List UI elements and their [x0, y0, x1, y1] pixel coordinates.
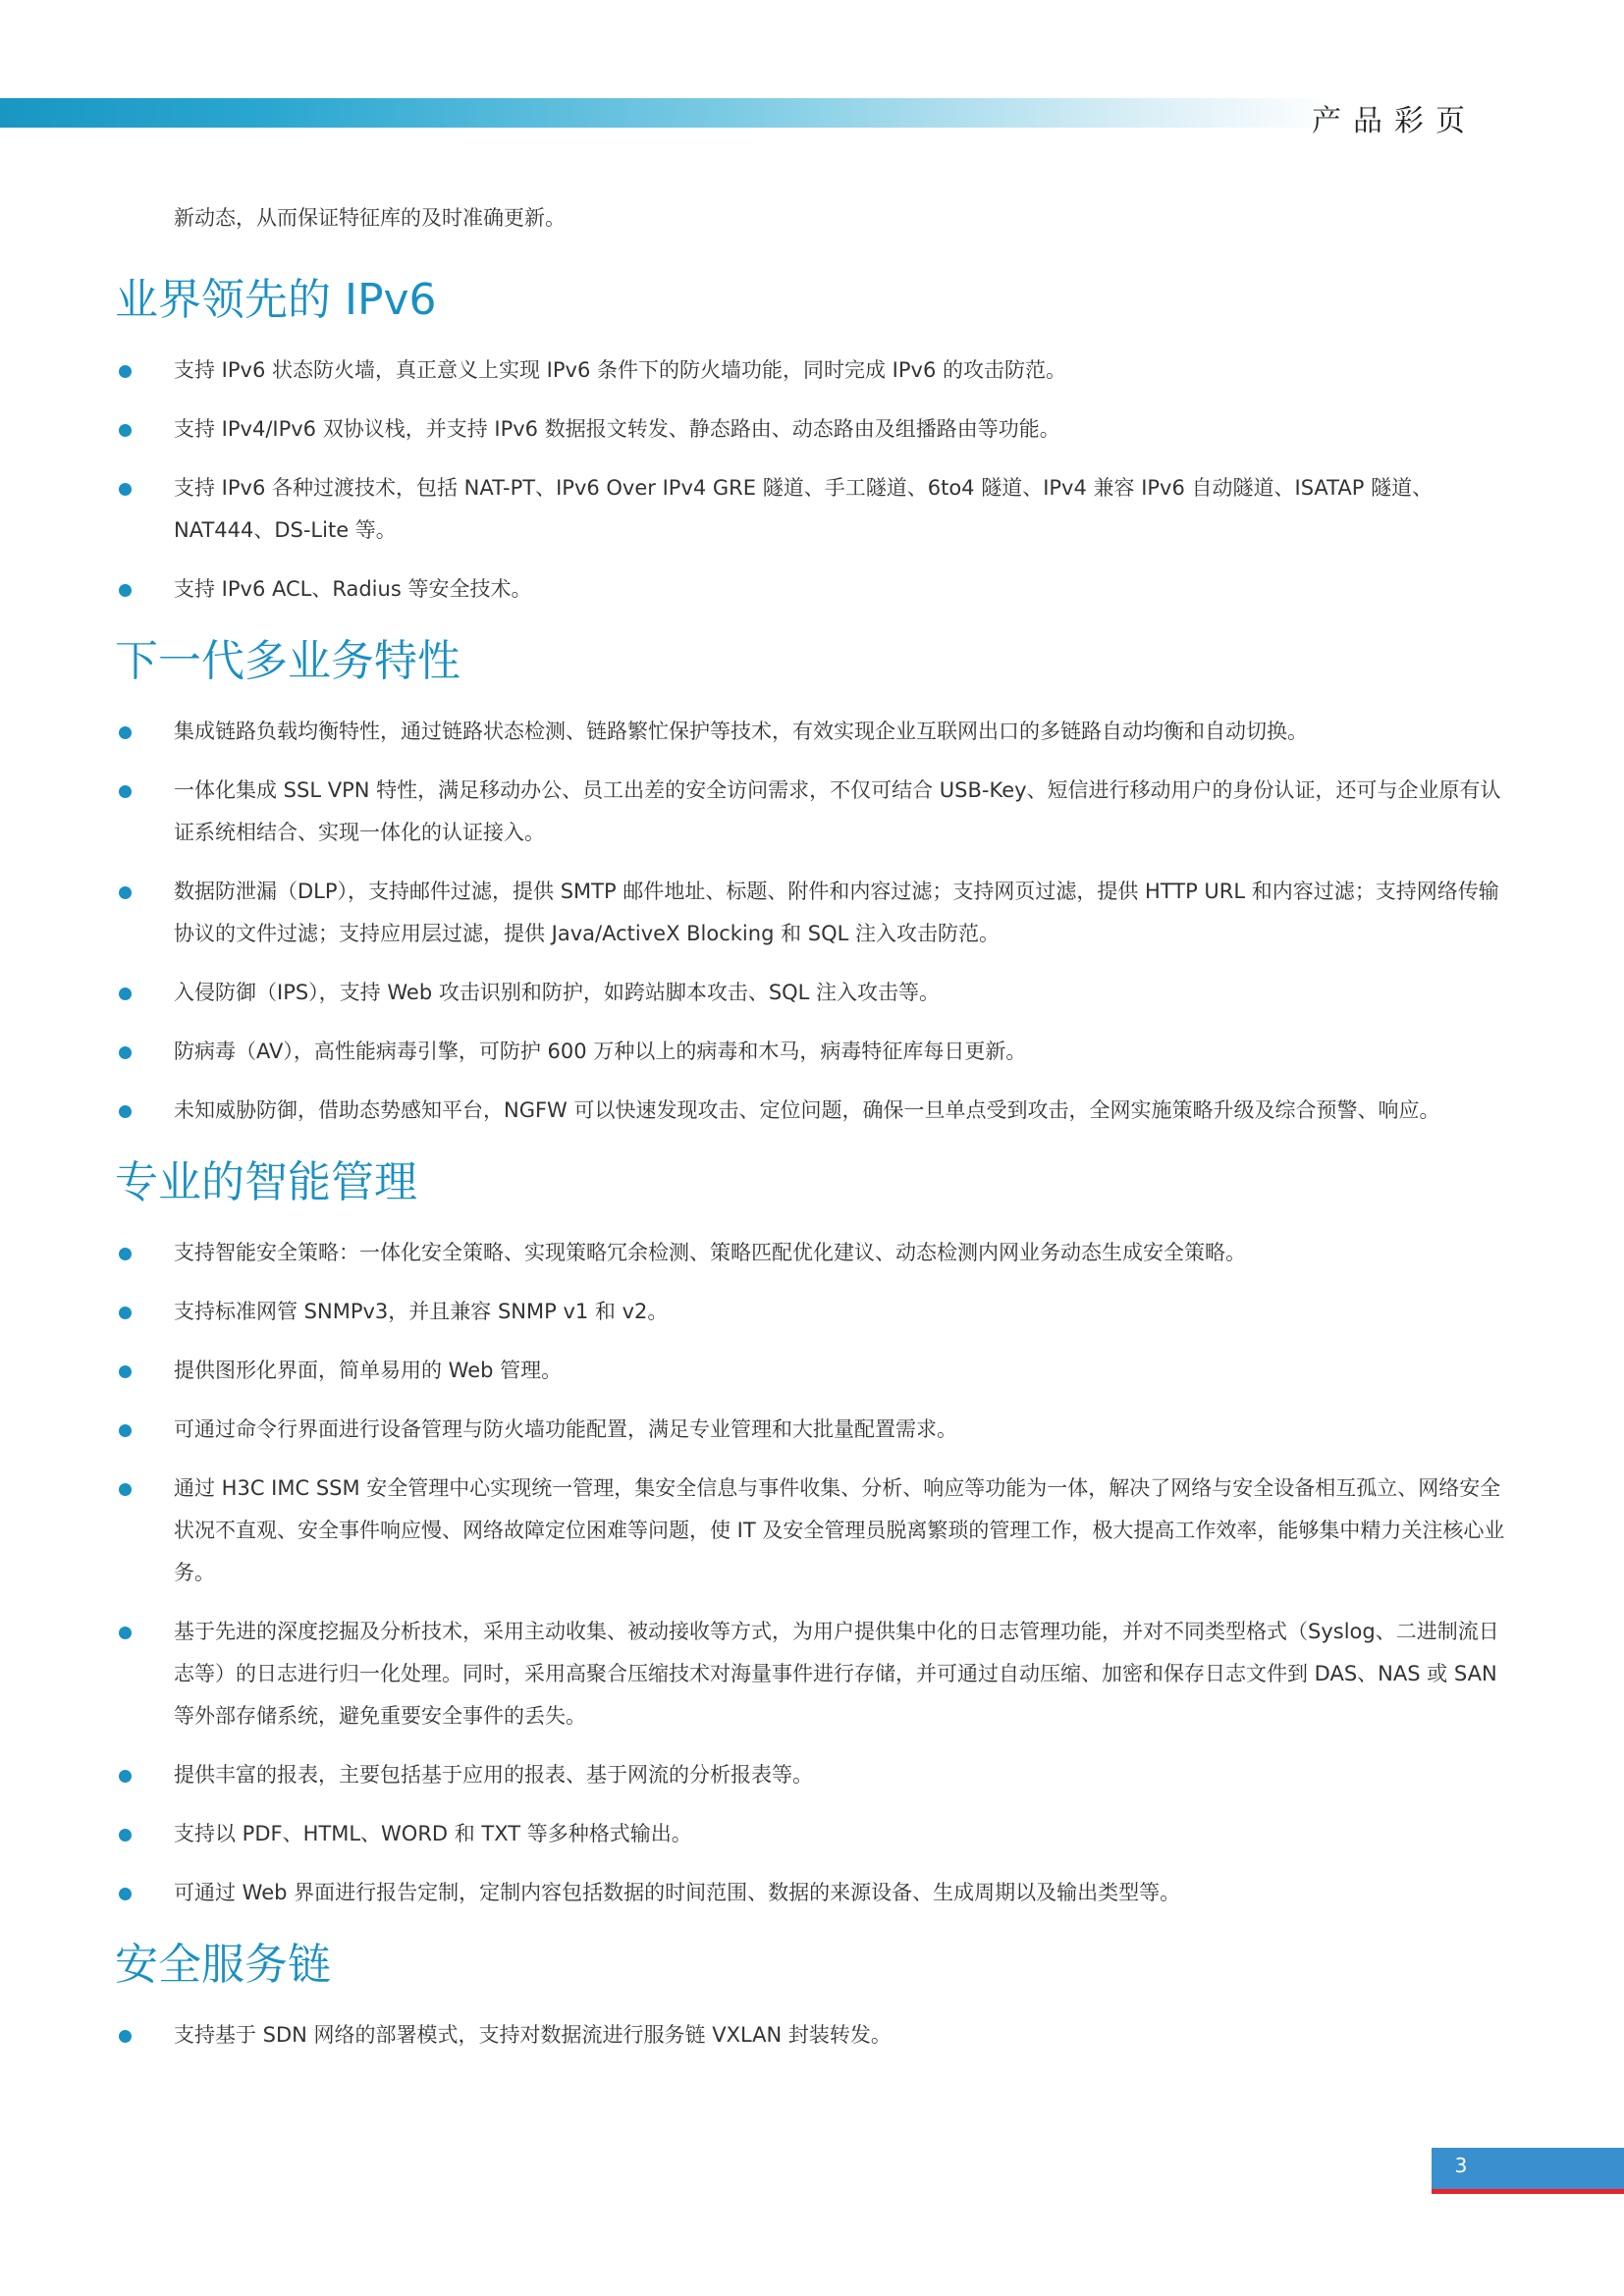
bullet-icon [119, 1046, 132, 1059]
bullet-icon [119, 483, 132, 496]
bullet-icon [119, 988, 132, 1000]
list-item [115, 1090, 1509, 1132]
list-item-text: 支持以 PDF、HTML、WORD 和 TXT 等多种格式输出。 [174, 1822, 692, 1845]
list-item-text: 防病毒（AV），高性能病毒引擎，可防护 600 万种以上的病毒和木马，病毒特征库每日更新。 [174, 1040, 1027, 1063]
section-title-multiservice: 下一代多业务特性 [115, 636, 460, 686]
list-item [115, 1468, 1509, 1594]
list-item-text: 提供丰富的报表，主要包括基于应用的报表、基于网流的分析报表等。 [174, 1763, 813, 1787]
section-list-multiservice [115, 711, 1509, 1132]
list-item [115, 1872, 1509, 1914]
header-title: 产品彩页 [1312, 104, 1477, 138]
page-content [115, 196, 1509, 2073]
section-list-ipv6 [115, 349, 1509, 611]
bullet-icon [119, 1829, 132, 1842]
bullet-icon [119, 785, 132, 798]
list-item [115, 770, 1509, 854]
list-item [115, 467, 1509, 552]
bullet-icon [119, 1888, 132, 1900]
list-item [115, 1611, 1509, 1737]
header-accent-bar [0, 98, 1335, 128]
section-list-management [115, 1232, 1509, 1914]
bullet-icon [119, 584, 132, 597]
list-item [115, 1350, 1509, 1392]
bullet-icon [119, 1105, 132, 1118]
list-item [115, 871, 1509, 955]
list-item [115, 1409, 1509, 1451]
bullet-icon [119, 726, 132, 739]
bullet-icon [119, 2030, 132, 2043]
list-item [115, 1031, 1509, 1073]
bullet-icon [119, 1365, 132, 1378]
list-item-text: 支持 IPv6 状态防火墙，真正意义上实现 IPv6 条件下的防火墙功能，同时完成 IPv6 的攻击防范。 [174, 358, 1066, 382]
intro-text: 新动态，从而保证特征库的及时准确更新。 [174, 206, 566, 230]
list-item-text: 集成链路负载均衡特性，通过链路状态检测、链路繁忙保护等技术，有效实现企业互联网出口的多链路自动均衡和自动切换。 [174, 720, 1308, 743]
list-item [115, 349, 1509, 392]
list-item-text: 数据防泄漏（DLP），支持邮件过滤，提供 SMTP 邮件地址、标题、附件和内容过滤；支持网页过滤，提供 HTTP URL 和内容过滤；支持网络传输协议的文件过滤；支持应用层过滤，提供 Java/ActiveX Blocking 和 SQL 注入攻击防范。 [174, 880, 1499, 945]
list-item [115, 1813, 1509, 1855]
list-item-text: 一体化集成 SSL VPN 特性，满足移动办公、员工出差的安全访问需求，不仅可结合 USB-Key、短信进行移动用户的身份认证，还可与企业原有认证系统相结合、实现一体化的认证接入。 [174, 778, 1501, 844]
section-title-management: 专业的智能管理 [115, 1157, 417, 1207]
list-item-text: 未知威胁防御，借助态势感知平台，NGFW 可以快速发现攻击、定位问题，确保一旦单点受到攻击，全网实施策略升级及综合预警、响应。 [174, 1098, 1440, 1122]
list-item [115, 711, 1509, 753]
list-item [115, 568, 1509, 611]
section-list-service-chain [115, 2014, 1509, 2056]
bullet-icon [119, 886, 132, 899]
list-item-text: 支持 IPv6 各种过渡技术，包括 NAT-PT、IPv6 Over IPv4 GRE 隧道、手工隧道、6to4 隧道、IPv4 兼容 IPv6 自动隧道、ISATAP 隧道、NAT444、DS-Lite 等。 [174, 476, 1434, 542]
list-item-text: 通过 H3C IMC SSM 安全管理中心实现统一管理，集安全信息与事件收集、分析、响应等功能为一体，解决了网络与安全设备相互孤立、网络安全状况不直观、安全事件响应慢、网络故障定位困难等问题，使 IT 及安全管理员脱离繁琐的管理工作，极大提高工作效率，能够集中精力关注核心业务。 [174, 1476, 1505, 1584]
list-item-text: 支持标准网管 SNMPv3，并且兼容 SNMP v1 和 v2。 [174, 1300, 669, 1323]
bullet-icon [119, 1483, 132, 1496]
list-item-text: 提供图形化界面，简单易用的 Web 管理。 [174, 1359, 563, 1382]
section-title-service-chain: 安全服务链 [115, 1940, 331, 1990]
bullet-icon [119, 1307, 132, 1319]
page-number: 3 [1454, 2154, 1468, 2177]
bullet-icon [119, 1248, 132, 1260]
bullet-icon [119, 1627, 132, 1639]
bullet-icon [119, 1770, 132, 1783]
bullet-icon [119, 365, 132, 378]
list-item-text: 基于先进的深度挖掘及分析技术，采用主动收集、被动接收等方式，为用户提供集中化的日志管理功能，并对不同类型格式（Syslog、二进制流日志等）的日志进行归一化处理。同时，采用高聚合压缩技术对海量事件进行存储，并可通过自动压缩、加密和保存日志文件到 DAS、NAS 或 SAN 等外部存储系统，避免重要安全事件的丢失。 [174, 1620, 1499, 1728]
list-item-text: 支持 IPv4/IPv6 双协议栈，并支持 IPv6 数据报文转发、静态路由、动态路由及组播路由等功能。 [174, 417, 1060, 441]
list-item [115, 408, 1509, 451]
list-item-text: 可通过 Web 界面进行报告定制，定制内容包括数据的时间范围、数据的来源设备、生成周期以及输出类型等。 [174, 1881, 1181, 1904]
list-item-text: 入侵防御（IPS），支持 Web 攻击识别和防护，如跨站脚本攻击、SQL 注入攻击等。 [174, 981, 941, 1004]
list-item [115, 972, 1509, 1014]
section-title-ipv6: 业界领先的 IPv6 [115, 275, 437, 325]
list-item [115, 1232, 1509, 1274]
list-item [115, 2014, 1509, 2056]
page-number-box [1432, 2148, 1624, 2194]
list-item-text: 支持基于 SDN 网络的部署模式，支持对数据流进行服务链 VXLAN 封装转发。 [174, 2023, 892, 2047]
list-item [115, 1291, 1509, 1333]
list-item-text: 支持智能安全策略：一体化安全策略、实现策略冗余检测、策略匹配优化建议、动态检测内网业务动态生成安全策略。 [174, 1241, 1246, 1264]
list-item [115, 1754, 1509, 1796]
list-item-text: 可通过命令行界面进行设备管理与防火墙功能配置，满足专业管理和大批量配置需求。 [174, 1417, 957, 1441]
bullet-icon [119, 424, 132, 437]
bullet-icon [119, 1424, 132, 1437]
list-item-text: 支持 IPv6 ACL、Radius 等安全技术。 [174, 577, 532, 601]
